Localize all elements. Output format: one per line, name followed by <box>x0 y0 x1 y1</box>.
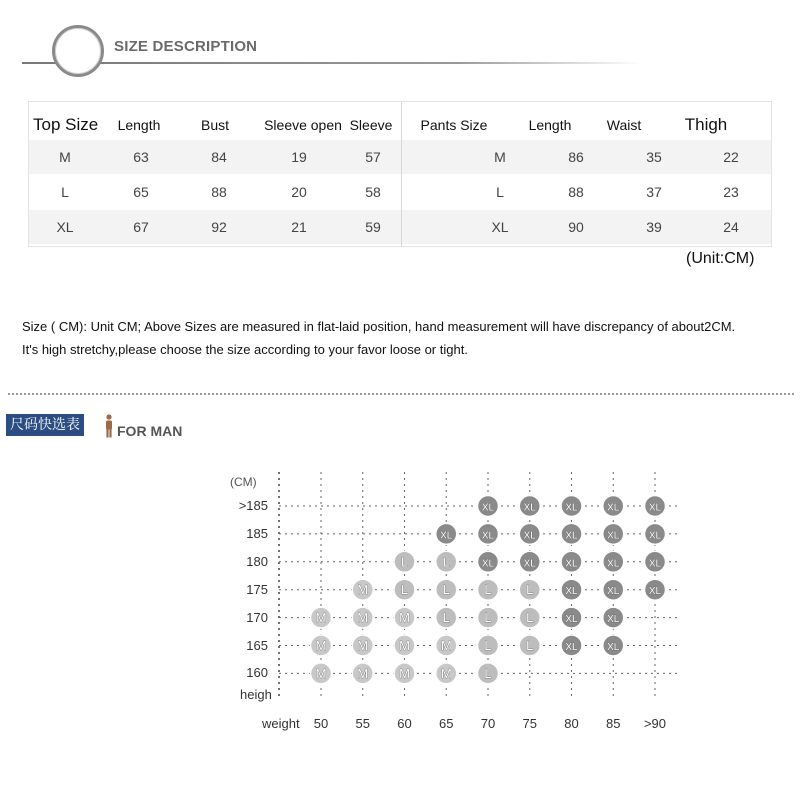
sleeve-open-cell: 21 <box>291 219 307 235</box>
svg-text:XL: XL <box>481 502 495 514</box>
measurement-note: Size ( CM): Unit CM; Above Sizes are measured in flat-laid position, hand measurement will have discrepancy of about2CM. <box>22 319 736 334</box>
svg-text:XL: XL <box>523 502 536 514</box>
y-tick-label: 170 <box>246 609 268 625</box>
x-tick-label: 65 <box>439 716 454 731</box>
y-tick-label: >185 <box>238 498 268 513</box>
header-bust: Bust <box>200 117 229 133</box>
size-marker-l <box>519 579 540 600</box>
size-marker-xl <box>561 496 582 517</box>
svg-text:M: M <box>399 638 410 653</box>
size-marker-m <box>352 635 373 656</box>
svg-text:XL: XL <box>565 614 578 626</box>
svg-text:XL: XL <box>607 642 620 653</box>
x-tick-label: 55 <box>355 716 370 731</box>
svg-text:XL: XL <box>523 558 536 570</box>
x-tick-label: 75 <box>522 716 537 731</box>
size-marker-l <box>436 607 457 628</box>
x-tick-label: >90 <box>643 716 667 731</box>
svg-text:L: L <box>526 582 534 598</box>
size-cell: L <box>61 184 69 200</box>
size-marker-l <box>394 551 415 572</box>
length-cell: 90 <box>568 219 584 235</box>
x-tick-label: 85 <box>606 716 621 731</box>
header-sleeve-open: Sleeve open <box>264 117 342 133</box>
waist-cell: 37 <box>646 184 662 200</box>
circle-ornament-icon <box>52 25 104 77</box>
svg-text:XL: XL <box>523 530 536 542</box>
svg-text:L: L <box>484 665 492 681</box>
size-marker-xl <box>519 496 540 517</box>
chart-canvas <box>0 460 800 760</box>
size-cell: M <box>494 149 506 165</box>
header-sleeve: Sleeve <box>349 117 393 133</box>
svg-text:XL: XL <box>648 502 662 514</box>
svg-text:M: M <box>399 610 410 626</box>
size-marker-xl <box>561 635 582 656</box>
size-marker-xl <box>561 607 582 628</box>
size-marker-xl <box>603 607 624 628</box>
size-cell: XL <box>491 219 509 235</box>
quick-size-badge: 尺码快选表 <box>6 414 84 436</box>
size-marker-m <box>311 607 332 628</box>
y-tick-label: 175 <box>246 581 268 597</box>
svg-text:XL: XL <box>648 558 662 570</box>
size-marker-m <box>436 663 457 684</box>
svg-text:XL: XL <box>648 586 662 598</box>
length-cell: 86 <box>568 149 584 165</box>
size-marker-xl <box>519 551 540 572</box>
size-marker-m <box>352 607 373 628</box>
svg-text:L: L <box>484 610 492 626</box>
size-marker-m <box>394 635 415 656</box>
size-marker-m <box>311 663 332 684</box>
size-cell: M <box>59 149 71 165</box>
size-marker-m <box>352 663 373 684</box>
table-row <box>402 175 771 209</box>
table-row <box>402 210 771 244</box>
svg-text:XL: XL <box>607 586 620 598</box>
size-marker-m <box>436 635 457 656</box>
svg-text:M: M <box>357 582 369 598</box>
size-marker-m <box>352 579 373 600</box>
table-header-row <box>29 108 401 142</box>
size-marker-l <box>436 551 457 572</box>
sleeve-cell: 57 <box>365 149 381 165</box>
pants-size-table <box>402 102 771 246</box>
section-header <box>0 0 800 90</box>
y-unit-label: (CM) <box>230 475 257 489</box>
x-tick-label: 70 <box>480 716 496 731</box>
svg-text:XL: XL <box>565 502 578 514</box>
person-icon <box>103 414 115 438</box>
size-cell: XL <box>56 219 74 235</box>
size-marker-xl <box>561 551 582 572</box>
header-top-size: Top Size <box>33 115 99 134</box>
bust-cell: 84 <box>211 149 227 165</box>
size-marker-xl <box>603 635 624 656</box>
table-header-row <box>402 108 771 142</box>
unit-note: (Unit:CM) <box>686 250 755 267</box>
y-tick-label: 185 <box>246 525 268 541</box>
header-length: Length <box>117 117 161 133</box>
size-marker-xl <box>603 496 624 517</box>
waist-cell: 35 <box>646 149 662 165</box>
thigh-cell: 22 <box>723 149 739 165</box>
size-marker-xl <box>603 579 624 600</box>
size-marker-xl <box>436 523 457 544</box>
size-marker-xl <box>645 523 666 544</box>
bust-cell: 88 <box>211 184 227 200</box>
svg-text:XL: XL <box>481 558 495 570</box>
size-marker-xl <box>519 523 540 544</box>
svg-text:XL: XL <box>607 614 620 626</box>
size-marker-l <box>478 663 499 684</box>
svg-text:XL: XL <box>607 502 620 514</box>
size-marker-m <box>394 663 415 684</box>
svg-text:XL: XL <box>440 530 453 542</box>
x-tick-label: 60 <box>397 716 412 731</box>
size-cell: L <box>496 184 504 200</box>
svg-text:L: L <box>526 610 534 626</box>
size-marker-xl <box>478 496 499 517</box>
length-cell: 65 <box>133 184 149 200</box>
svg-text:L: L <box>442 610 450 626</box>
svg-text:M: M <box>357 665 369 681</box>
size-chart <box>0 460 800 760</box>
size-marker-l <box>478 607 499 628</box>
table-row <box>29 140 401 174</box>
section-title: SIZE DESCRIPTION <box>114 38 258 55</box>
size-marker-xl <box>603 551 624 572</box>
size-marker-xl <box>478 551 499 572</box>
svg-text:M: M <box>357 638 369 653</box>
table-row <box>29 175 401 209</box>
svg-text:M: M <box>399 665 410 681</box>
header-underline <box>22 62 642 64</box>
x-tick-label: 50 <box>313 716 329 731</box>
size-marker-xl <box>645 579 666 600</box>
top-size-table <box>29 102 402 246</box>
size-marker-xl <box>478 523 499 544</box>
svg-text:XL: XL <box>607 530 620 542</box>
sleeve-cell: 58 <box>365 184 381 200</box>
y-tick-label: 180 <box>246 553 268 569</box>
table-row <box>29 210 401 244</box>
svg-text:L: L <box>442 582 450 598</box>
size-marker-m <box>311 635 332 656</box>
waist-cell: 39 <box>646 219 662 235</box>
sleeve-open-cell: 19 <box>291 149 307 165</box>
length-cell: 67 <box>133 219 149 235</box>
size-marker-m <box>394 607 415 628</box>
svg-text:M: M <box>440 638 452 653</box>
header-length: Length <box>528 117 572 133</box>
sleeve-cell: 59 <box>365 219 381 235</box>
svg-text:L: L <box>400 554 409 570</box>
svg-text:XL: XL <box>565 642 578 653</box>
svg-text:XL: XL <box>648 530 662 542</box>
size-marker-xl <box>561 579 582 600</box>
table-row <box>402 140 771 174</box>
sleeve-open-cell: 20 <box>291 184 307 200</box>
svg-text:L: L <box>484 638 492 653</box>
size-marker-l <box>519 607 540 628</box>
svg-text:M: M <box>357 610 369 626</box>
svg-text:M: M <box>315 638 327 653</box>
svg-text:XL: XL <box>565 586 578 598</box>
section-divider <box>8 393 794 395</box>
header-thigh: Thigh <box>684 115 728 134</box>
bust-cell: 92 <box>211 219 227 235</box>
y-axis-title: heigh <box>240 687 272 702</box>
svg-text:M: M <box>440 665 452 681</box>
y-tick-label: 160 <box>246 665 268 681</box>
svg-text:XL: XL <box>565 530 578 542</box>
size-marker-xl <box>645 551 666 572</box>
stretch-note: It's high stretchy,please choose the size according to your favor loose or tight. <box>22 342 468 357</box>
svg-text:XL: XL <box>481 530 495 542</box>
size-marker-xl <box>561 523 582 544</box>
svg-text:L: L <box>400 582 409 598</box>
svg-text:XL: XL <box>607 558 620 570</box>
svg-text:L: L <box>442 554 450 570</box>
thigh-cell: 23 <box>723 184 739 200</box>
size-marker-xl <box>645 496 666 517</box>
size-table <box>28 101 772 247</box>
y-tick-label: 165 <box>246 637 268 653</box>
for-man-label: FOR MAN <box>117 423 183 439</box>
svg-text:XL: XL <box>565 558 578 570</box>
svg-text:L: L <box>484 582 492 598</box>
size-marker-l <box>478 579 499 600</box>
header-waist: Waist <box>606 117 642 133</box>
svg-text:M: M <box>315 665 327 681</box>
length-cell: 88 <box>568 184 584 200</box>
thigh-cell: 24 <box>723 219 739 235</box>
size-marker-l <box>478 635 499 656</box>
header-pants-size: Pants Size <box>420 117 488 133</box>
x-tick-label: 80 <box>564 716 579 731</box>
svg-text:L: L <box>526 638 534 653</box>
size-marker-xl <box>603 523 624 544</box>
length-cell: 63 <box>133 149 149 165</box>
x-axis-title: weight <box>262 716 300 731</box>
size-marker-l <box>519 635 540 656</box>
size-marker-l <box>436 579 457 600</box>
svg-text:M: M <box>315 610 327 626</box>
size-marker-l <box>394 579 415 600</box>
